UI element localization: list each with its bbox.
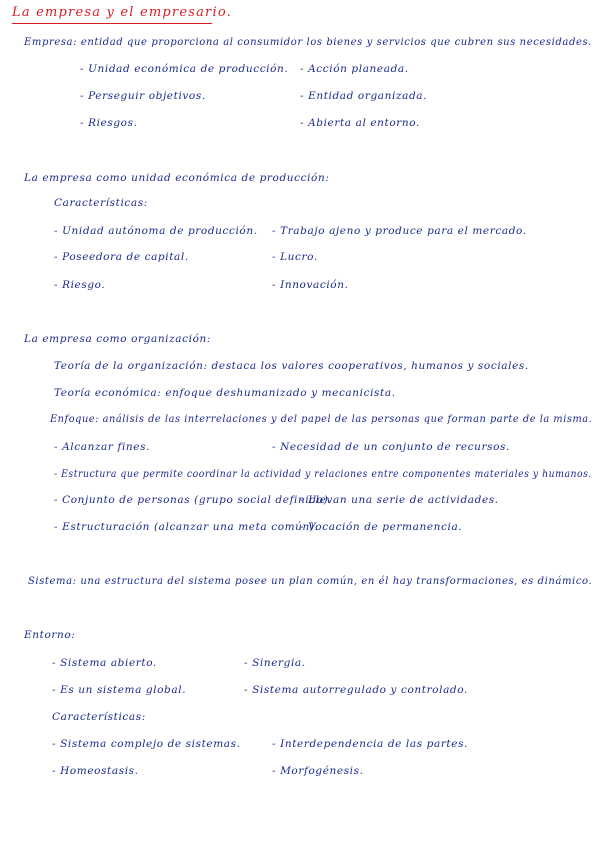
s5-left2-item: - Homeostasis. bbox=[52, 765, 139, 777]
title-underline bbox=[12, 23, 212, 24]
s1-left-item: - Perseguir objetivos. bbox=[80, 90, 206, 102]
s3-item: - Llevan una serie de actividades. bbox=[300, 494, 499, 506]
s1-right-item: - Abierta al entorno. bbox=[300, 117, 420, 129]
s3-line: Teoría económica: enfoque deshumanizado y mecanicista. bbox=[54, 387, 396, 399]
s3-heading: La empresa como organización: bbox=[24, 333, 211, 345]
s5-right2-item: - Morfogénesis. bbox=[272, 765, 364, 777]
s3-line: Enfoque: análisis de las interrelaciones y del papel de las personas que forman parte de la misma. bbox=[50, 413, 593, 425]
s2-left-item: - Poseedora de capital. bbox=[54, 251, 189, 263]
s2-heading: La empresa como unidad económica de producción: bbox=[24, 172, 330, 184]
s2-right-item: - Innovación. bbox=[272, 279, 349, 291]
s5-right-item: - Sinergia. bbox=[244, 657, 306, 669]
s1-left-item: - Unidad económica de producción. bbox=[80, 63, 289, 75]
s3-line: Teoría de la organización: destaca los valores cooperativos, humanos y sociales. bbox=[54, 360, 529, 372]
s5-left-item: - Es un sistema global. bbox=[52, 684, 187, 696]
s3-item: - Estructura que permite coordinar la actividad y relaciones entre componentes materiales y humanos. bbox=[54, 468, 592, 480]
s2-subheading: Características: bbox=[54, 197, 148, 209]
s2-left-item: - Riesgo. bbox=[54, 279, 106, 291]
sistema-definition: Sistema: una estructura del sistema posee un plan común, en él hay transformaciones, es dinámico. bbox=[28, 575, 593, 587]
s3-item: - Alcanzar fines. bbox=[54, 441, 151, 453]
s2-right-item: - Lucro. bbox=[272, 251, 318, 263]
s3-item: - Vocación de permanencia. bbox=[300, 521, 463, 533]
s5-subheading: Características: bbox=[52, 711, 146, 723]
page-title: La empresa y el empresario. bbox=[12, 5, 232, 20]
s5-left-item: - Sistema abierto. bbox=[52, 657, 157, 669]
empresa-definition: Empresa: entidad que proporciona al consumidor los bienes y servicios que cubren sus necesidades. bbox=[24, 36, 592, 48]
s1-right-item: - Entidad organizada. bbox=[300, 90, 428, 102]
s5-right2-item: - Interdependencia de las partes. bbox=[272, 738, 468, 750]
s5-heading: Entorno: bbox=[24, 629, 76, 641]
s1-right-item: - Acción planeada. bbox=[300, 63, 409, 75]
s5-right-item: - Sistema autorregulado y controlado. bbox=[244, 684, 468, 696]
s3-item: - Necesidad de un conjunto de recursos. bbox=[272, 441, 510, 453]
s5-left2-item: - Sistema complejo de sistemas. bbox=[52, 738, 241, 750]
s1-left-item: - Riesgos. bbox=[80, 117, 138, 129]
s2-right-item: - Trabajo ajeno y produce para el mercado. bbox=[272, 225, 527, 237]
s3-item: - Conjunto de personas (grupo social definido). bbox=[54, 494, 333, 506]
s3-item: - Estructuración (alcanzar una meta común). bbox=[54, 521, 319, 533]
s2-left-item: - Unidad autónoma de producción. bbox=[54, 225, 258, 237]
